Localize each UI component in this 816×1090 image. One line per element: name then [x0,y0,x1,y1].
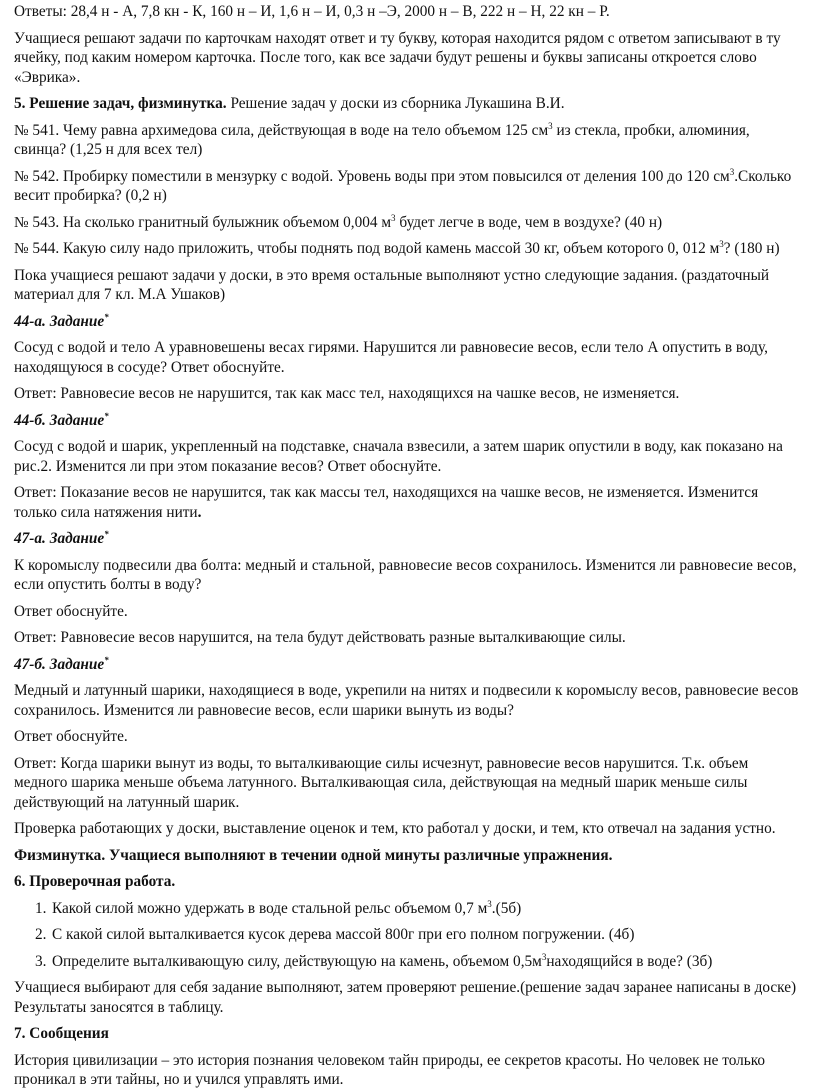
task-542: № 542. Пробирку поместили в мензурку с водой. Уровень воды при этом повысился от деления 100 до 120 $см^3.Сколько$ весит пробирка? (0,2 н) [14,166,792,204]
cards-paragraph: Учащиеся решают задачи по карточкам находят ответ и ту букву, которая находится рядом с ответом записывают в ту ячейку, под каким номером карточка. После того, как все задачи будут решены и буквы записаны откроется слово «Эврика». [14,29,781,86]
task-47a-answer: Ответ: Равновесие весов нарушится, на тела будут действовать разные выталкивающие силы. [14,629,626,646]
task-47a-question: К коромыслу подвесили два болта: медный и стальной, равновесие весов сохранилось. Изменится ли равновесие весов, если опустить болты в воду? [14,556,797,593]
task-543: № 543. На сколько гранитный булыжник объемом 0,004 $м^3$ будет легче в воде, чем в воздухе? (40 н) [14,212,663,231]
section-6-heading: 6. Проверочная работа. [14,873,176,890]
task-47b-answer: Ответ: Когда шарики вынут из воды, то выталкивающие силы исчезнут, равновесие весов нарушится. Т.к. объем медного шарика меньше объема латунного. Выталкивающая сила, действующая на медный шарик меньше силы действующий на латунный шарик. [14,754,749,811]
section-5-text: Решение задач у доски из сборника Лукашина В.И. [226,95,565,112]
task-44b-title: 44-б. Задание* [14,410,109,429]
task-44a-title: 44-а. Задание* [14,311,109,330]
task-44a-answer: Ответ: Равновесие весов не нарушится, так как масс тел, находящихся на чашке весов, не изменяется. [14,385,680,402]
task-47a-justify: Ответ обоснуйте. [14,602,128,620]
section-5 [14,94,802,114]
task-44a-question: Сосуд с водой и тело А уравновешены весах гирями. Нарушится ли равновесие весов, если тело А опустить в воду, находящуюся в сосуде? Ответ обоснуйте. [14,339,768,376]
check-paragraph: Проверка работающих у доски, выставление оценок и тем, кто работал у доски, и тем, кто отвечал на задания устно. [14,820,776,837]
task-47b-question: Медный и латунный шарики, находящиеся в воде, укрепили на нитях и подвесили к коромыслу весов, равновесие весов сохранилось. Изменится ли равновесие весов, если шарики вынуть из воды? [14,682,799,719]
section-5-heading: 5. Решение задач, физминутка. [14,95,227,112]
task-47b-justify: Ответ обоснуйте. [14,728,128,745]
list-item: 1. Какой силой можно удержать в воде стальной рельс объемом 0,7 $м^3.(5б)$ [35,898,522,917]
task-44b-answer: Ответ: Показание весов не нарушится, так как массы тел, находящихся на чашке весов, не изменяется. Изменится только сила натяжения нити. [14,484,759,521]
list-item: 2. С какой силой выталкивается кусок дерева массой 800г при его полном погружении. (4б) [35,926,635,943]
task-47b-title: 47-б. Задание* [14,654,109,673]
answers-line: Ответы: 28,4 н - А, 7,8 кн - К, 160 н – И, 1,6 н – И, 0,3 н –Э, 2000 н – В, 222 н – Н, 22 кн – Р. [14,3,610,20]
test-task-list [14,899,802,972]
fizminutka: Физминутка. Учащиеся выполняют в течении одной минуты различные упражнения. [14,846,613,864]
section-7-text: История цивилизации – это история познания человеком тайн природы, ее секретов красоты. Но человек не только проникал в эти тайны, но и учился управлять ими. [14,1051,766,1088]
task-541: № 541. Чему равна архимедова сила, действующая в воде на тело объемом 125 $см^3$ из стекла, пробки, алюминия, свинца? (1,25 н для всех тел) [14,120,750,158]
task-44b-question: Сосуд с водой и шарик, укрепленный на подставке, сначала взвесили, а затем шарик опустили в воду, как показано на рис.2. Изменится ли при этом показание весов? Ответ обоснуйте. [14,438,783,475]
task-544: № 544. Какую силу надо приложить, чтобы поднять под водой камень массой 30 кг, объем которого 0, 012 $м^3$? (180 н) [14,239,780,257]
section-6-after: Учащиеся выбирают для себя задание выполняют, затем проверяют решение.(решение задач заранее написаны в доске) Результаты заносятся в таблицу. [14,979,797,1016]
task-47a-title: 47-а. Задание* [14,529,109,547]
oral-intro: Пока учащиеся решают задачи у доски, в это время остальные выполняют устно следующие задания. (раздаточный материал для 7 кл. М.А Ушаков) [14,266,770,303]
list-item: 3. Определите выталкивающую силу, действующую на камень, объемом $0,5м^3находящийся$ в воде? (3б) [35,951,713,970]
section-7-heading: 7. Сообщения [14,1025,109,1042]
